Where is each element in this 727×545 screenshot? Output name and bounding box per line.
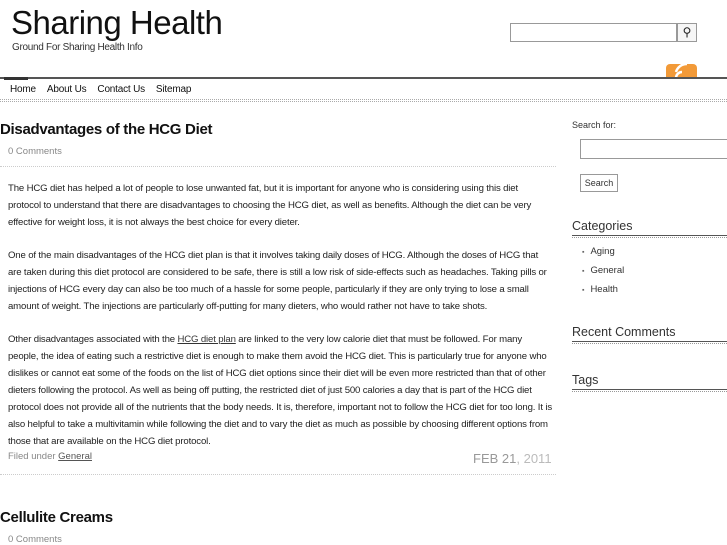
sidebar-search-label: Search for:	[572, 120, 617, 130]
header-search-button[interactable]	[677, 23, 697, 42]
nav-border	[0, 77, 727, 79]
date-sep: ,	[516, 451, 524, 466]
categories-heading: Categories	[572, 219, 633, 233]
nav-contact-us[interactable]: Contact Us	[97, 84, 145, 95]
recent-comments-heading: Recent Comments	[572, 325, 676, 339]
sidebar-search-button[interactable]: Search	[580, 174, 618, 192]
divider	[0, 166, 556, 168]
hcg-diet-plan-link[interactable]: HCG diet plan	[177, 334, 236, 345]
divider	[0, 474, 556, 476]
post-title[interactable]: Disadvantages of the HCG Diet	[0, 121, 213, 138]
category-aging[interactable]: ▪ Aging	[582, 246, 615, 257]
text: are linked to the very low calorie diet that must be followed. For many people, the idea of eating such a restrictive diet is enough to make them avoid the HCG diet. This is particularly true for anyone who dislikes or cannot eat some of the foods on the list of HCG diet options since their diet will be even more restricted than that of other dieters following the protocol. As well as being off putting, the restricted diet of just 500 calories a day that is part of the HCG diet protocol does not provide all of the nutrients that the body needs. It is, therefore, important not to follow the HCG diet for too long. It is also helpful to take a multivitamin while following the diet and to vary the diet as much as possible by choosing different options from those that are available on the HCG diet protocol.	[8, 334, 552, 447]
nav-about-us[interactable]: About Us	[46, 84, 87, 95]
filed-label: Filed under	[8, 451, 59, 462]
category-general[interactable]: ▪ General	[582, 265, 624, 276]
nav-sitemap[interactable]: Sitemap	[155, 84, 192, 95]
site-tagline: Ground For Sharing Health Info	[12, 42, 143, 53]
nav-home[interactable]: Home	[10, 84, 36, 95]
rss-icon[interactable]	[666, 64, 697, 78]
post-comments-link[interactable]: 0 Comments	[8, 146, 62, 157]
date-year: 2011	[523, 451, 552, 466]
date-month-day: FEB 21	[473, 451, 517, 466]
post-body	[8, 180, 553, 466]
post-comments-link[interactable]: 0 Comments	[8, 534, 62, 545]
divider	[572, 389, 727, 392]
category-link[interactable]: General	[58, 451, 92, 462]
header-search-input[interactable]	[510, 23, 677, 42]
post-paragraph: The HCG diet has helped a lot of people to lose unwanted fat, but it is important for anyone who is considering using this diet protocol to understand that there are disadvantages to choosing the HCG diet, as well as benefits. Although the diet can be very effective for weight loss, it is not always the best choice for every dieter.	[8, 183, 532, 228]
divider	[572, 341, 727, 344]
post-paragraph: One of the main disadvantages of the HCG diet plan is that it involves taking daily doses of HCG. Although the doses of HCG that are taken during this diet protocol are considered to be safe, there is still a low risk of side-effects such as headaches. Taking pills or injections of HCG every day can also be too much of a hassle for some people, particularly if they are only trying to lose a small amount of weight. The injections are particularly off-putting for many dieters, who would rather not have to take shots.	[8, 250, 547, 312]
post-title[interactable]: Cellulite Creams	[0, 509, 113, 526]
post-paragraph	[8, 331, 553, 450]
search-icon: ⚲	[682, 25, 692, 39]
tags-heading: Tags	[572, 373, 599, 387]
filed-under	[8, 451, 92, 462]
sidebar-search-input[interactable]	[580, 139, 727, 159]
nav-divider	[0, 99, 727, 102]
site-title[interactable]: Sharing Health	[11, 4, 223, 41]
nav-active-indicator	[4, 77, 28, 80]
post-date	[473, 451, 552, 466]
divider	[572, 235, 727, 238]
text: Other disadvantages associated with the	[8, 334, 178, 345]
main-nav	[10, 84, 191, 95]
category-health[interactable]: ▪ Health	[582, 284, 618, 295]
